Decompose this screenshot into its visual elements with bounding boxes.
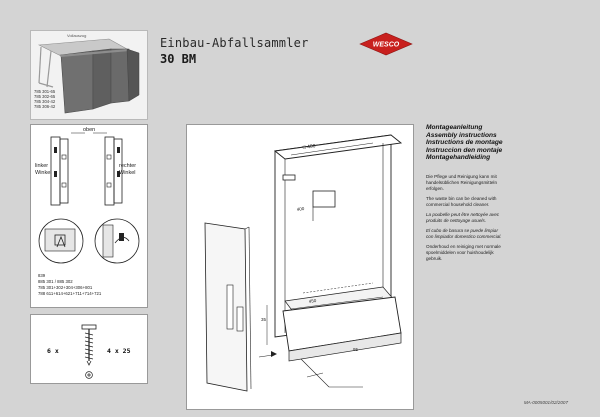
para-line: La poubelle peut être nettoyée avec xyxy=(426,211,500,217)
assembly-drawing-panel xyxy=(186,124,414,410)
photo-article-codes xyxy=(34,89,55,109)
paragraph-de xyxy=(426,174,586,192)
para-line: handelsüblichen Reinigungsmitteln xyxy=(426,179,497,185)
label-left-1: linker xyxy=(35,163,49,169)
photo-code: 785 304-42 xyxy=(34,99,56,104)
photo-caption: Vollauszug xyxy=(67,33,87,38)
dim-top-label: □ 400 xyxy=(302,143,316,151)
para-line: The waste bin can be cleaned with xyxy=(426,195,497,201)
label-right-1: rechter xyxy=(119,163,137,169)
photo-code: 785 306-42 xyxy=(34,104,56,109)
screw-count: 6 x xyxy=(47,347,59,355)
bracket-code: 785 301+302+304+306+801 xyxy=(38,285,93,290)
cabinet-assembly-drawing xyxy=(187,125,413,409)
heading-es: Instruccion den montaje xyxy=(426,146,503,154)
para-line: commercial household cleaner. xyxy=(426,201,490,207)
paragraph-es xyxy=(426,228,586,240)
page-title: Einbau-Abfallsammler xyxy=(160,36,309,50)
label-top: oben xyxy=(83,127,96,133)
label-left-2: Winkel xyxy=(35,170,52,176)
paragraph-fr xyxy=(426,212,586,224)
para-line: produits de nettoyage usuels. xyxy=(426,217,487,223)
bracket-code: 839 xyxy=(38,273,46,278)
heading-nl: Montagehandleiding xyxy=(426,154,491,162)
para-line: spoelmiddelen voor huishoudelijk xyxy=(426,249,494,255)
label-right-2: Winkel xyxy=(119,170,136,176)
screw-icon xyxy=(79,323,99,381)
photo-code: 785 301-65 xyxy=(34,89,56,94)
para-line: gebruik. xyxy=(426,255,443,261)
logo-text: WESCO xyxy=(372,41,400,49)
bracket-code: 885 301 / 885 302 xyxy=(38,279,73,284)
dim-b-label: 450 xyxy=(308,297,317,304)
para-line: Onderhoud en reiniging met normale xyxy=(426,243,501,249)
screw-panel xyxy=(30,314,148,384)
bracket-drawing xyxy=(31,125,147,271)
wesco-logo xyxy=(356,32,416,56)
bracket-code: 788 611+614+621+711+714+721 xyxy=(38,291,102,296)
heading-en: Assembly instructions xyxy=(426,131,497,139)
paragraph-nl xyxy=(426,244,586,262)
product-photo-panel xyxy=(30,30,148,120)
para-line: El cubo de basura se puede limpiar xyxy=(426,227,499,233)
bracket-detail-panel xyxy=(30,124,148,308)
para-line: erfolgen. xyxy=(426,185,444,191)
heading-de: Montageanleitung xyxy=(426,124,483,131)
document-reference: MA-0005001/02/2007 xyxy=(523,400,568,405)
dim-a-label: 400 xyxy=(296,205,305,212)
instructions-text xyxy=(426,124,586,262)
dim-d-label: 35 xyxy=(261,317,267,322)
para-line: Die Pflege und Reinigung kann mit xyxy=(426,173,497,179)
paragraph-en xyxy=(426,196,586,208)
bracket-article-codes xyxy=(38,273,101,297)
photo-code: 785 302-65 xyxy=(34,94,56,99)
para-line: con limpiador domestico commercial. xyxy=(426,233,502,239)
page-subtitle: 30 BM xyxy=(160,52,197,66)
screw-size: 4 x 25 xyxy=(107,347,131,355)
heading-fr: Instructions de montage xyxy=(426,139,503,147)
dim-c-label: 95 xyxy=(353,347,359,352)
